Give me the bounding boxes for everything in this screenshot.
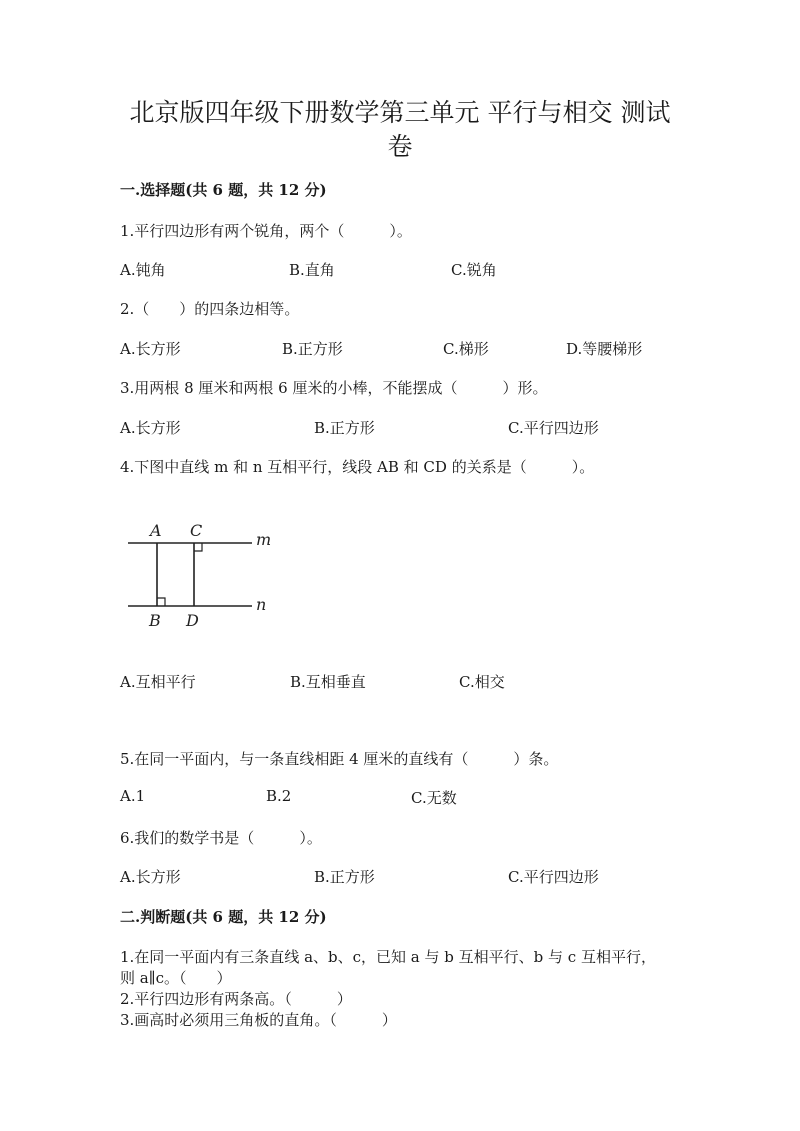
q2-option-b: B.正方形 <box>282 340 343 358</box>
q2-option-d: D.等腰梯形 <box>566 340 643 358</box>
q4-option-b: B.互相垂直 <box>290 673 366 691</box>
section-heading-judgement: 二.判断题(共 6 题，共 12 分) <box>120 908 327 926</box>
q2-option-c: C.梯形 <box>443 340 489 358</box>
q5-option-a: A.1 <box>120 787 146 805</box>
label-n: n <box>256 595 267 614</box>
label-d: D <box>186 611 199 630</box>
q5-option-c: C.无数 <box>411 789 457 807</box>
section-heading-choice: 一.选择题(共 6 题，共 12 分) <box>120 181 327 199</box>
q3-option-b: B.正方形 <box>314 419 375 437</box>
parallel-lines-figure <box>110 510 300 635</box>
q1-option-b: B.直角 <box>289 261 335 279</box>
right-angle-mark-b <box>157 598 165 606</box>
label-a: A <box>150 521 162 540</box>
q5-option-b: B.2 <box>266 787 292 805</box>
q3-option-c: C.平行四边形 <box>508 419 599 437</box>
page-title-line2: 卷 <box>387 132 413 161</box>
question-1: 1.平行四边形有两个锐角，两个（ ）。 <box>120 222 412 240</box>
question-6: 6.我们的数学书是（ ）。 <box>120 829 322 847</box>
q3-option-a: A.长方形 <box>120 419 181 437</box>
q6-option-b: B.正方形 <box>314 868 375 886</box>
q1-option-a: A.钝角 <box>120 261 166 279</box>
judgement-3: 3.画高时必须用三角板的直角。（ ） <box>120 1011 397 1029</box>
judgement-1-line1: 1.在同一平面内有三条直线 a、b、c，已知 a 与 b 互相平行、b 与 c 互相平行， <box>120 948 656 966</box>
q6-option-a: A.长方形 <box>120 868 181 886</box>
question-3: 3.用两根 8 厘米和两根 6 厘米的小棒，不能摆成（ ）形。 <box>120 379 548 397</box>
q6-option-c: C.平行四边形 <box>508 868 599 886</box>
q4-option-c: C.相交 <box>459 673 505 691</box>
q1-option-c: C.锐角 <box>451 261 497 279</box>
q2-option-a: A.长方形 <box>120 340 181 358</box>
judgement-2: 2.平行四边形有两条高。（ ） <box>120 990 352 1008</box>
question-5: 5.在同一平面内，与一条直线相距 4 厘米的直线有（ ）条。 <box>120 750 559 768</box>
q4-option-a: A.互相平行 <box>120 673 196 691</box>
label-m: m <box>256 530 272 549</box>
label-c: C <box>190 521 203 540</box>
question-2: 2.（ ）的四条边相等。 <box>120 300 300 318</box>
question-4: 4.下图中直线 m 和 n 互相平行，线段 AB 和 CD 的关系是（ ）。 <box>120 458 595 476</box>
judgement-1-line2: 则 a∥c。（ ） <box>120 969 232 987</box>
right-angle-mark-c <box>194 543 202 551</box>
page-title-line1: 北京版四年级下册数学第三单元 平行与相交 测试 <box>129 98 671 127</box>
label-b: B <box>149 611 161 630</box>
